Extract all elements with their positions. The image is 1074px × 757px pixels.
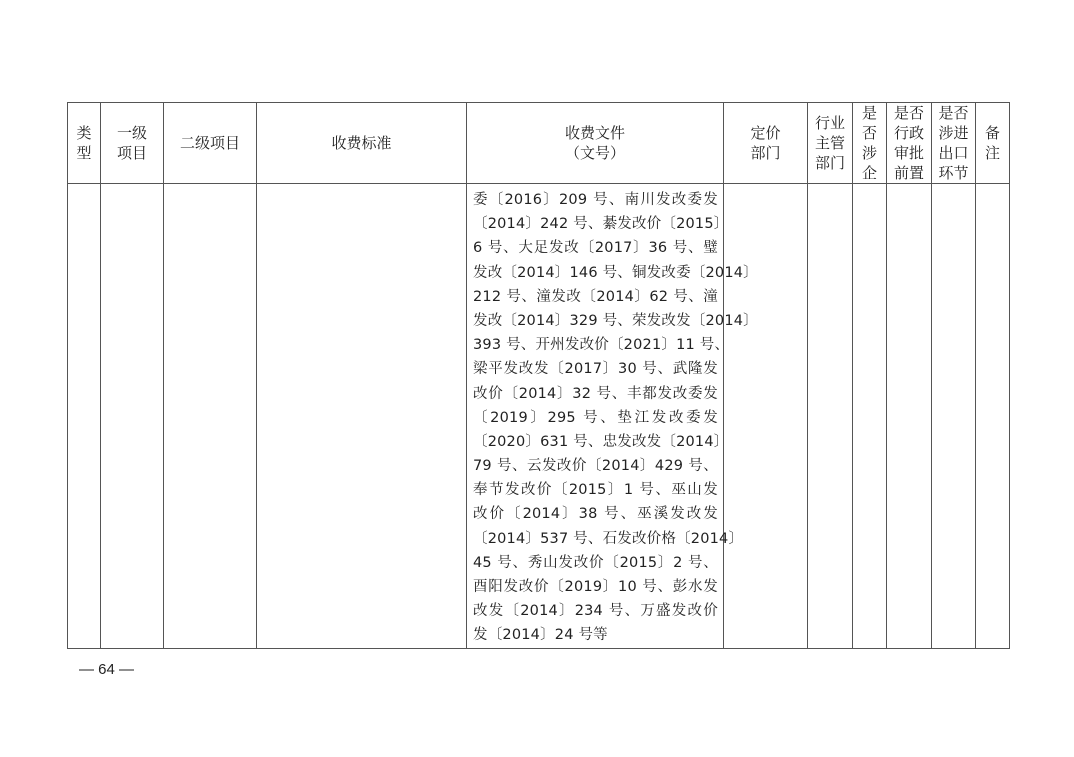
- column-header-line: （文号）: [564, 144, 625, 162]
- document-line: 212 号、潼发改〔2014〕62 号、潼: [473, 288, 718, 305]
- column-header-line: 环节: [938, 164, 969, 182]
- industry-dept-cell: [808, 184, 853, 649]
- column-header: [887, 103, 932, 184]
- column-header-label: [68, 123, 100, 163]
- column-header-label: [257, 133, 466, 153]
- document-line: 发〔2014〕24 号等: [473, 627, 608, 644]
- document-line: 委〔2016〕209 号、南川发改委发: [473, 192, 718, 208]
- column-header-label: [808, 113, 852, 173]
- column-header-line: 出口: [938, 144, 969, 162]
- column-header-line: 前置: [893, 164, 924, 182]
- column-header-line: 定价: [750, 124, 781, 142]
- pricing-dept-cell: [724, 184, 808, 649]
- import-export-cell: [932, 184, 976, 649]
- column-header: [68, 103, 101, 184]
- column-header-label: [467, 123, 723, 163]
- column-header-label: [887, 103, 931, 183]
- column-header-line: 项目: [116, 144, 147, 162]
- column-header: [257, 103, 467, 184]
- column-header-line: 一级: [116, 124, 147, 142]
- column-header-label: [164, 133, 256, 153]
- level2-cell: [164, 184, 257, 649]
- column-header: [932, 103, 976, 184]
- document-line: 改价〔2014〕38 号、巫溪发改发: [473, 506, 718, 523]
- document-line: 6 号、大足发改〔2017〕36 号、璧: [473, 240, 718, 257]
- document-line: 〔2014〕537 号、石发改价格〔2014〕: [473, 530, 744, 547]
- column-header: [164, 103, 257, 184]
- standard-cell: [257, 184, 467, 649]
- page-number: — 64 —: [79, 661, 135, 678]
- column-header-line: 部门: [750, 144, 781, 162]
- column-header-line: 涉进: [938, 124, 969, 142]
- column-header-line: 类: [76, 124, 92, 142]
- admin-approval-cell: [887, 184, 932, 649]
- document-line: 酉阳发改价〔2019〕10 号、彭水发: [473, 579, 718, 595]
- column-header-line: 行政: [893, 124, 924, 142]
- column-header-label: [101, 123, 163, 163]
- column-header-line: 部门: [814, 154, 845, 172]
- document-line: 〔2014〕242 号、綦发改价〔2015〕: [473, 216, 729, 233]
- document-line: 45 号、秀山发改价〔2015〕2 号、: [473, 554, 718, 571]
- column-header-line: 注: [984, 144, 1000, 162]
- column-header-line: 型: [76, 144, 92, 162]
- column-header: [467, 103, 724, 184]
- column-header-line: 审批: [893, 144, 924, 162]
- document-text: [467, 184, 758, 648]
- column-header-line: 备: [984, 124, 1000, 142]
- document-cell: [467, 184, 758, 649]
- document-line: 发改〔2014〕146 号、铜发改委〔2014〕: [473, 264, 758, 281]
- document-line: 393 号、开州发改价〔2021〕11 号、: [473, 337, 730, 354]
- header-row: [68, 103, 1010, 184]
- document-line: 改价〔2014〕32 号、丰都发改委发: [473, 385, 718, 402]
- document-line: 梁平发改发〔2017〕30 号、武隆发: [473, 361, 718, 378]
- document-line: 〔2020〕631 号、忠发改发〔2014〕: [473, 433, 729, 450]
- column-header-line: 是: [861, 104, 877, 122]
- fee-table: [67, 102, 1010, 649]
- column-header: [808, 103, 853, 184]
- column-header-line: 否: [861, 124, 877, 142]
- remarks-cell: [976, 184, 1010, 649]
- column-header-line: 行业: [814, 114, 845, 132]
- document-line: 奉节发改价〔2015〕1 号、巫山发: [473, 482, 718, 499]
- column-header-label: [976, 123, 1009, 163]
- column-header-label: [853, 103, 886, 183]
- level1-cell: [101, 184, 164, 649]
- column-header-label: [932, 103, 975, 183]
- column-header-line: 收费标准: [331, 134, 392, 152]
- document-line: 发改〔2014〕329 号、荣发改发〔2014〕: [473, 312, 758, 329]
- column-header: [853, 103, 887, 184]
- document-line: 79 号、云发改价〔2014〕429 号、: [473, 458, 718, 475]
- column-header-line: 是否: [893, 104, 924, 122]
- column-header-line: 企: [861, 164, 877, 182]
- column-header-line: 主管: [814, 134, 845, 152]
- table-row: [68, 184, 1010, 649]
- document-line: 〔2019〕295 号、垫江发改委发: [473, 409, 718, 426]
- column-header-line: 涉: [861, 144, 877, 162]
- column-header-line: 二级项目: [179, 134, 240, 152]
- involves-enterprise-cell: [853, 184, 887, 649]
- column-header: [976, 103, 1010, 184]
- column-header-line: 收费文件: [564, 124, 625, 142]
- column-header-line: 是否: [938, 104, 969, 122]
- type-cell: [68, 184, 101, 649]
- column-header: [724, 103, 808, 184]
- document-line: 改发〔2014〕234 号、万盛发改价: [473, 603, 718, 620]
- column-header-label: [724, 123, 807, 163]
- column-header: [101, 103, 164, 184]
